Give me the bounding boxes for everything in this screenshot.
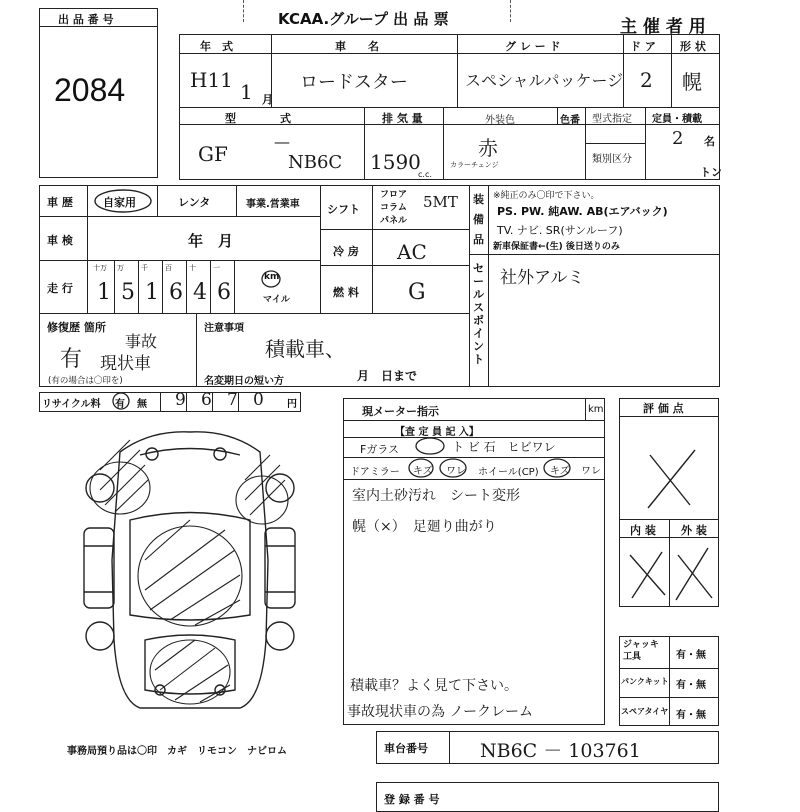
month-value: 1	[240, 80, 253, 104]
history-label: 車 歴	[47, 196, 73, 209]
shift-value: 5MT	[423, 193, 458, 211]
short-period-label: 名変期日の短い方	[204, 376, 284, 387]
capacity-value: 2	[672, 128, 684, 149]
doors-value: 2	[640, 68, 653, 92]
equipment-line1: PS. PW. 純AW. AB(エアバック)	[497, 205, 668, 218]
mileage-digit: 5	[121, 280, 135, 305]
color-change-label: カラーチェンジ	[450, 161, 499, 169]
mirror-scratch: キズ	[413, 466, 433, 477]
interior-label: 内 装	[630, 524, 656, 537]
mileage-digit-label: 百	[165, 264, 172, 272]
color-no-label: 色番	[560, 115, 580, 126]
recycle-unit: 円	[287, 399, 297, 410]
meter-unit: km	[588, 404, 604, 415]
color-label: 外装色	[485, 115, 515, 126]
mileage-label: 走 行	[47, 282, 73, 295]
load-unit: トン	[700, 166, 722, 179]
shift-option-floor: フロア	[380, 190, 408, 200]
repair-value: 有	[60, 347, 83, 372]
spare-value: 有・無	[676, 710, 706, 721]
chassis-label: 車台番号	[384, 742, 428, 755]
inspection-label: 車 検	[47, 234, 73, 247]
year-value: H11	[190, 68, 233, 92]
mirror-label: ドアミラー	[350, 467, 400, 478]
puncture-label: パンクキット	[621, 677, 669, 686]
shift-label: シフト	[327, 203, 360, 216]
model-value-2: NB6C	[288, 152, 343, 173]
type-spec-label: 型式指定	[592, 114, 632, 125]
grade-value: スペシャルパッケージ	[465, 71, 624, 90]
inspector-note-3: 積載車？よく見て下さい。	[350, 678, 518, 694]
shape-value: 幌	[682, 70, 702, 94]
exterior-x-mark	[676, 548, 712, 600]
mileage-unit-mile: マイル	[263, 295, 290, 305]
mileage-digit-label: 十	[189, 264, 196, 272]
month-unit: 月	[262, 93, 273, 106]
inspector-note-4: 事故現状車の為 ノークレーム	[347, 704, 534, 720]
mileage-unit-km: km	[264, 272, 280, 282]
caution-value: 積載車、	[265, 337, 345, 361]
model-value-1: GF	[198, 142, 228, 166]
mirror-crack-circle	[440, 459, 466, 477]
sales-point-value: 社外アルミ	[500, 268, 585, 288]
sales-point-label: セールスポイント	[473, 262, 484, 366]
wheel-label: ホイール(CP)	[478, 467, 539, 478]
mileage-digit: 1	[145, 280, 159, 305]
inspector-note-2: 幌（×） 足廻り曲がり	[352, 519, 497, 535]
shape-label: 形 状	[680, 40, 706, 53]
car-name-value: ロードスター	[300, 72, 408, 93]
car-name-label: 車 名	[335, 40, 379, 53]
history-private: 自家用	[103, 196, 136, 209]
color-value: 赤	[478, 136, 498, 160]
office-note: 事務局預り品は〇印 カギ リモコン ナビロム	[67, 746, 287, 757]
glass-items: ト ビ 石 ヒビワレ	[452, 440, 556, 454]
capacity-label: 定員・積載	[652, 114, 702, 125]
displacement-label: 排 気 量	[382, 112, 423, 125]
recycle-digit: 9	[175, 390, 186, 410]
model-dash: —	[274, 132, 290, 151]
short-period-md: 月 日まで	[357, 369, 418, 383]
meter-label: 現メーター指示	[362, 405, 439, 418]
recycle-digit: 7	[227, 390, 238, 410]
lot-number: 2084	[54, 72, 126, 108]
mileage-digit-label: 万	[117, 264, 124, 272]
registration-label: 登 録 番 号	[384, 793, 440, 806]
history-business: 事業.営業車	[246, 199, 300, 210]
class-label: 類別区分	[592, 154, 632, 165]
jack-value: 有・無	[676, 650, 706, 661]
jack-label: ジャッキ 工具	[623, 640, 659, 662]
wheel-scratch-circle	[544, 459, 570, 477]
mirror-crack: ワレ	[446, 466, 466, 477]
exterior-label: 外 装	[681, 524, 707, 537]
repair-note-1: 事故	[125, 332, 158, 351]
damage-hatch	[90, 440, 288, 704]
car-diagram	[84, 432, 295, 708]
mirror-scratch-circle	[409, 459, 433, 477]
mileage-digit: 6	[217, 280, 231, 305]
score-label: 評 価 点	[643, 402, 684, 415]
host-use-label: 主 催 者 用	[620, 17, 706, 37]
private-use-circle	[95, 190, 151, 212]
equipment-note: ※純正のみ〇印で下さい。	[493, 191, 600, 201]
displacement-value: 1590	[370, 150, 421, 174]
repair-note-2: 現状車	[100, 354, 151, 374]
shift-option-column: コラム	[380, 203, 407, 213]
km-circle	[262, 271, 280, 287]
wheel-scratch: キズ	[550, 466, 570, 477]
mileage-digit-label: 千	[141, 264, 148, 272]
inspector-note-1: 室内土砂汚れ シート変形	[352, 488, 520, 504]
fuel-value: G	[408, 280, 426, 305]
recycle-digit: 6	[201, 390, 212, 410]
puncture-value: 有・無	[676, 680, 706, 691]
glass-label: Fガラス	[360, 443, 399, 456]
mileage-digit: 1	[97, 280, 111, 305]
equipment-label: 装備品	[473, 193, 484, 246]
recycle-none: 無	[137, 399, 147, 410]
shift-option-panel: パネル	[380, 216, 408, 226]
recycle-has: 有	[115, 399, 125, 410]
group-title: KCAA.グループ 出 品 票	[278, 10, 449, 28]
spare-label: スペアタイヤ	[621, 707, 669, 716]
inspection-ym: 年 月	[188, 232, 234, 250]
mileage-digit: 4	[193, 280, 207, 305]
ac-label: 冷 房	[333, 245, 359, 258]
year-label: 年 式	[200, 40, 233, 53]
recycle-has-circle	[113, 393, 129, 409]
recycle-label: リサイクル料	[42, 399, 101, 410]
chassis-value: NB6C － 103761	[480, 740, 641, 762]
repair-label: 修復歴 箇所	[47, 321, 106, 334]
capacity-unit: 名	[704, 135, 715, 148]
repair-footnote: (有の場合は〇印を)	[48, 376, 123, 386]
caution-label: 注意事項	[204, 323, 244, 334]
model-label: 型 式	[225, 112, 291, 125]
doors-label: ド ア	[630, 40, 656, 53]
wheel-crack: ワレ	[581, 466, 601, 477]
inspector-note-label: 【査 定 員 記 入】	[395, 427, 479, 438]
glass-mark-circle	[416, 438, 444, 454]
equipment-line3: 新車保証書←(生) 後日送りのみ	[493, 242, 620, 252]
interior-x-mark	[630, 552, 665, 598]
ac-value: AC	[397, 240, 427, 264]
mileage-digit-label: 十万	[93, 264, 107, 272]
lot-number-label: 出 品 番 号	[58, 13, 114, 26]
mileage-digit-label: 一	[213, 264, 220, 272]
equipment-line2: TV. ナビ. SR(サンルーフ)	[497, 224, 623, 237]
displacement-unit: c.c.	[418, 170, 432, 179]
score-x-mark	[648, 450, 695, 508]
fuel-label: 燃 料	[333, 286, 359, 299]
history-rental: レンタ	[178, 196, 211, 209]
recycle-digit: 0	[253, 390, 264, 410]
mileage-digit: 6	[169, 280, 183, 305]
grade-label: グ レ ー ド	[505, 40, 561, 53]
